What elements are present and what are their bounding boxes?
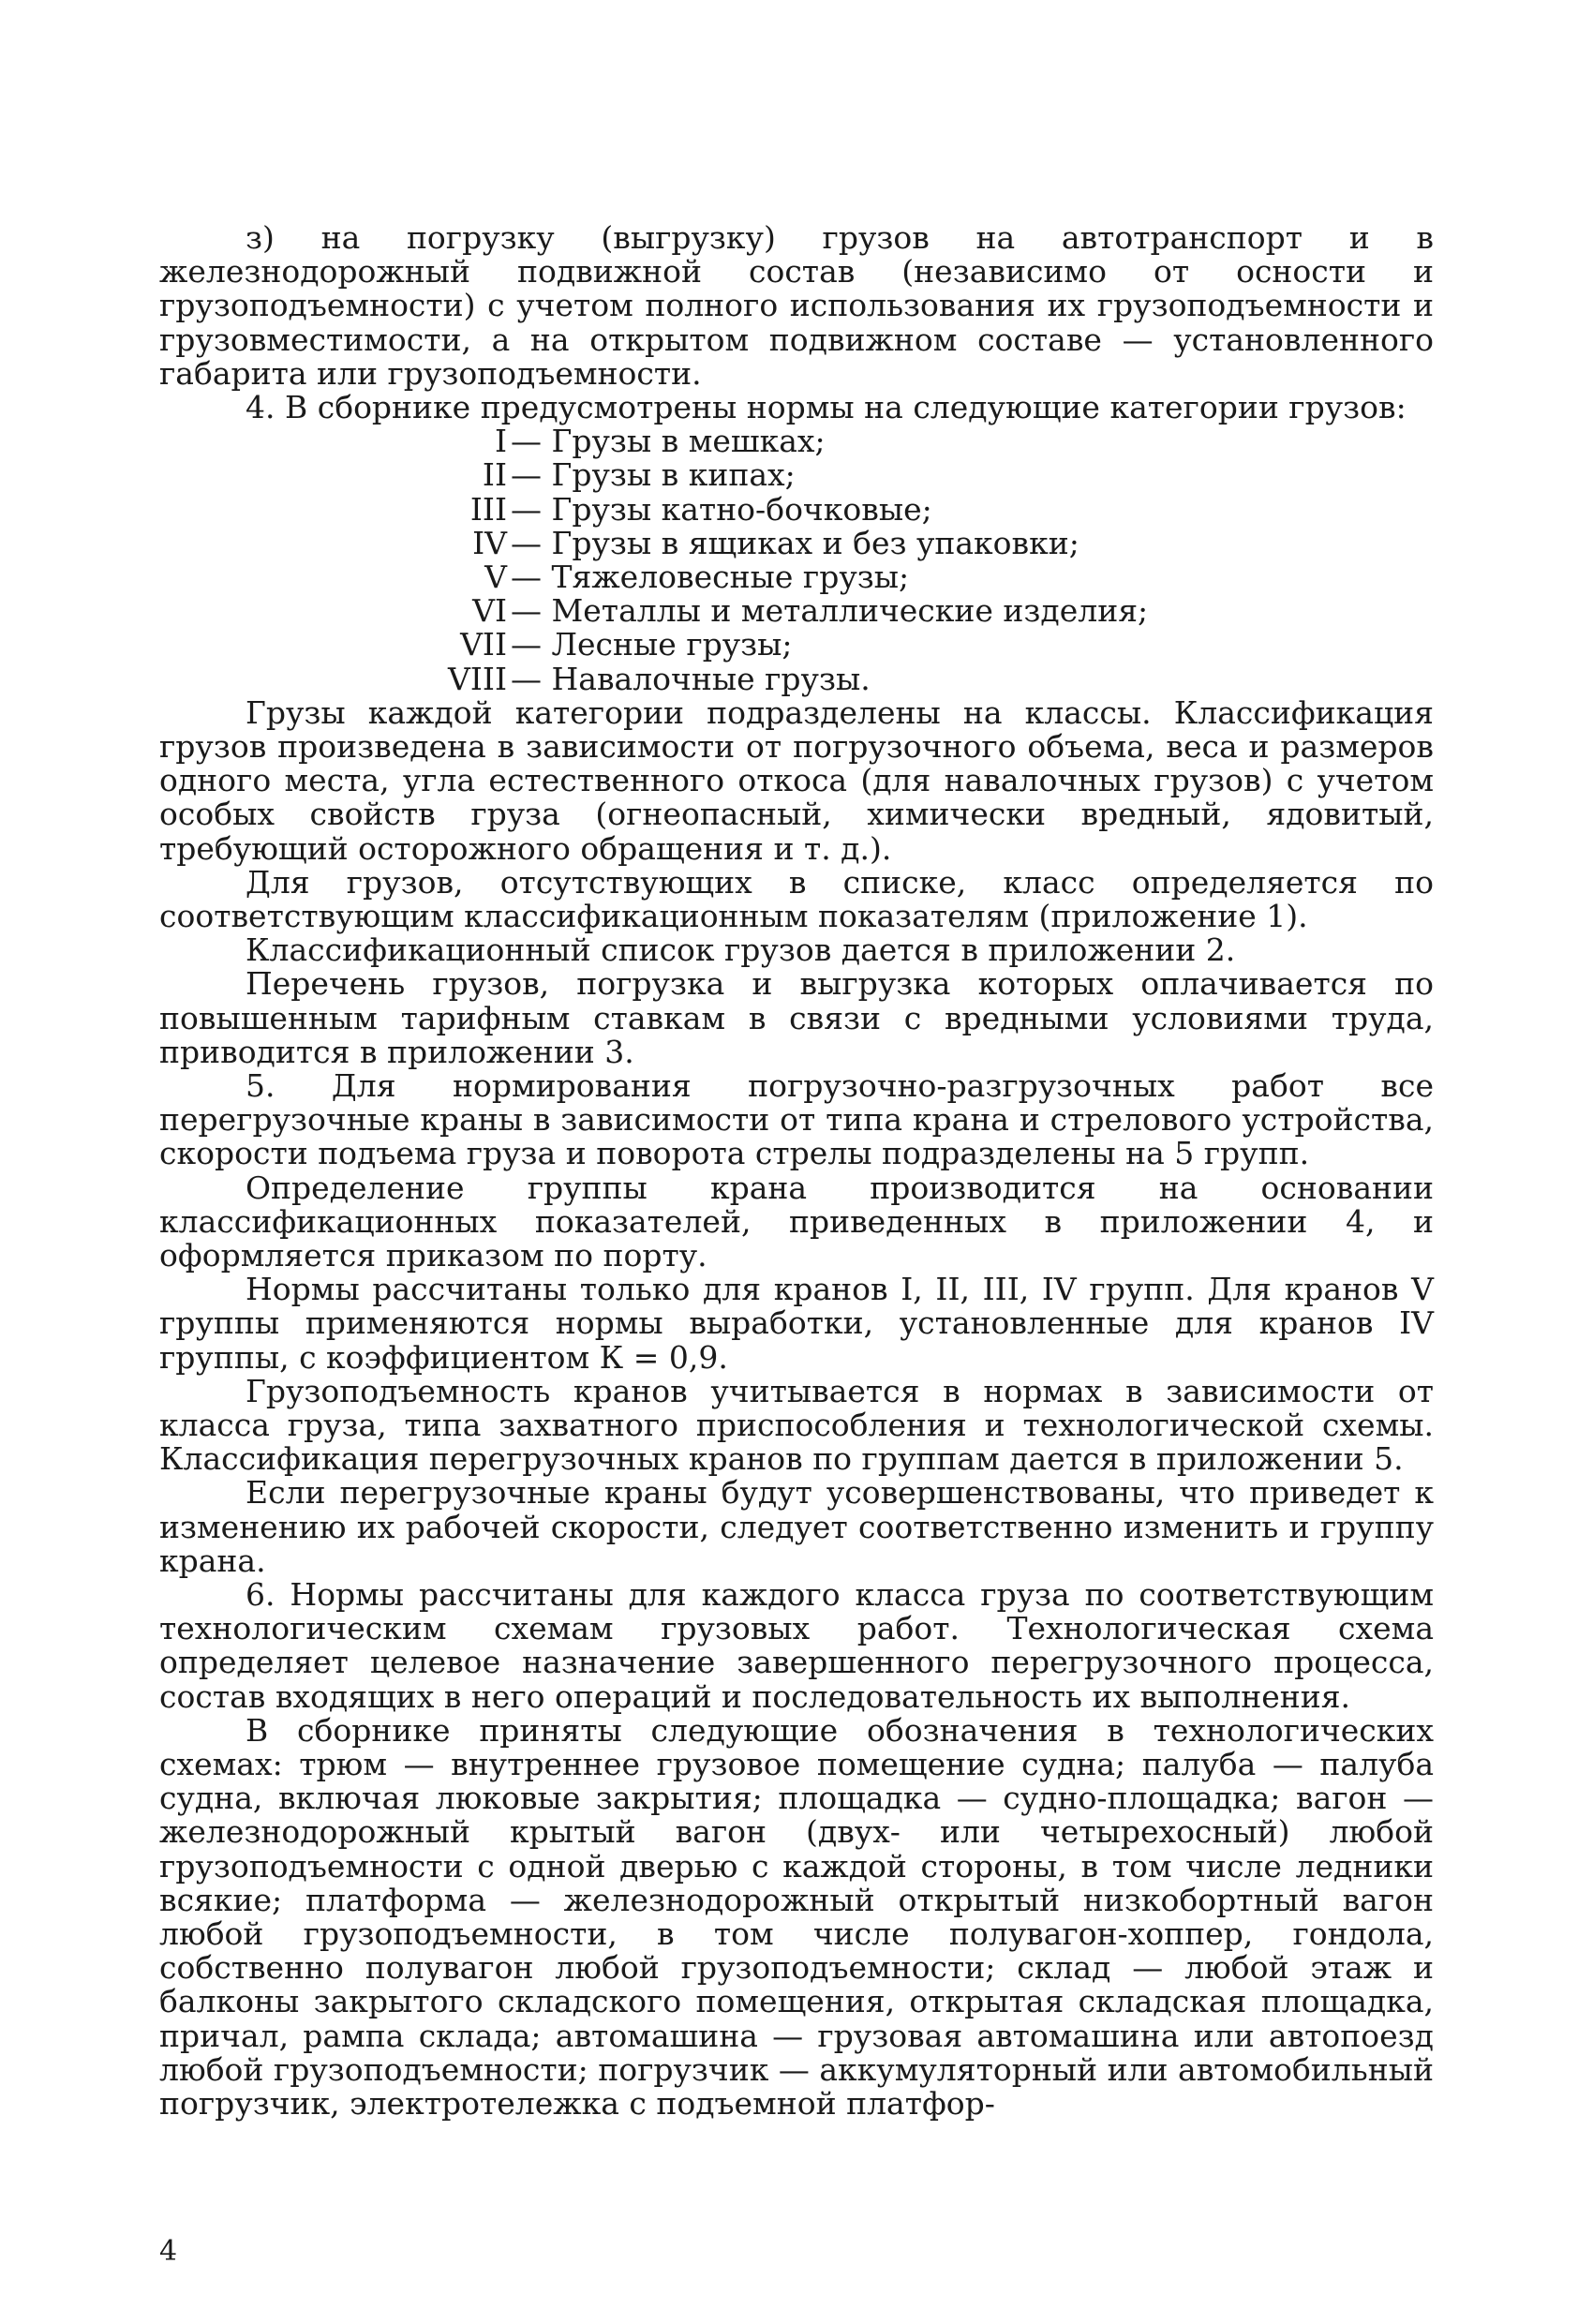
paragraph-tech-schemes: 6. Нормы рассчитаны для каждого класса груза по соответствующим технологическим схемам грузовых работ. Технологическая схема определяет целевое назначение завершенного перегрузочного процесса, состав входящих в него операций и последовательность их выполнения. [159,1576,1434,1715]
list-item [159,458,1434,492]
paragraph-crane-upgrade: Если перегрузочные краны будут усовершенствованы, что приведет к изменению их рабочей скорости, следует соответственно изменить и группу крана. [159,1474,1434,1579]
page-number: 4 [159,2235,178,2268]
paragraph-loading-clause: з) на погрузку (выгрузку) грузов на автотранспорт и в железнодорожный подвижной состав (независимо от осности и грузоподъемности) с учетом полного использования их грузоподъемности и грузовместимости, а на открытом подвижном составе — установленного габарита или грузоподъемности. [159,219,1434,392]
paragraph-categories-intro: 4. В сборнике предусмотрены нормы на следующие категории грузов: [246,389,1407,426]
category-number: VI [472,592,507,630]
paragraph-missing-cargo: Для грузов, отсутствующих в списке, класс определяется по соответствующим классификационным показателям (приложение 1). [159,863,1434,934]
paragraph-hazard-list: Перечень грузов, погрузка и выгрузка которых оплачивается по повышенным тарифным ставкам в связи с вредными условиями труда, приводится в приложении 3. [159,965,1434,1070]
category-number: II [482,456,507,494]
category-label: — Грузы катно-бочковые; [511,490,932,528]
category-number: V [484,558,507,595]
category-label: — Грузы в мешках; [511,423,826,460]
cargo-category-list [159,425,1434,696]
category-label: — Навалочные грузы. [511,660,871,697]
paragraph-crane-norms: Нормы рассчитаны только для кранов I, II, III, IV групп. Для кранов V группы применяются нормы выработки, установленные для кранов IV группы, с коэффициентом К = 0,9. [159,1271,1434,1376]
list-item [159,524,1434,561]
paragraph-crane-groups: 5. Для нормирования погрузочно-разгрузочных работ все перегрузочные краны в зависимости от типа крана и стрелового устройства, скорости подъема груза и поворота стрелы подразделены на 5 групп. [159,1066,1434,1172]
list-item [159,628,1434,662]
category-number: VIII [448,660,507,697]
category-label: — Металлы и металлические изделия; [511,592,1149,630]
list-item [159,490,1434,528]
list-item [159,560,1434,594]
list-item [159,660,1434,697]
category-label: — Грузы в кипах; [511,456,796,494]
paragraph-crane-capacity: Грузоподъемность кранов учитывается в нормах в зависимости от класса груза, типа захватного приспособления и технологической схемы. Классификация перегрузочных кранов по группам дается в приложении 5. [159,1372,1434,1478]
category-number: III [469,490,507,528]
paragraph-notation: В сборнике приняты следующие обозначения в технологических схемах: трюм — внутреннее грузовое помещение судна; палуба — палуба судна, включая люковые закрытия; площадка — судно-площадка; вагон — железнодорожный крытый вагон (двух- или четырехосный) любой грузоподъемности с одной дверью с каждой стороны, в том числе ледники всякие; платформа — железнодорожный открытый низкобортный вагон любой грузоподъемности, в том числе полувагон-хоппер, гондола, собственно полувагон любой грузоподъемности; склад — любой этаж и балконы закрытого складского помещения, открытая складская площадка, причал, рампа склада; автомашина — грузовая автомашина или автопоезд любой грузоподъемности; погрузчик — аккумуляторный или автомобильный погрузчик, электротележка с подъемной платфор- [159,1711,1434,2123]
category-label: — Грузы в ящиках и без упаковки; [511,524,1079,561]
list-item [159,594,1434,628]
category-label: — Тяжеловесные грузы; [511,558,910,595]
body-text [159,221,1434,2121]
category-number: I [494,423,507,460]
paragraph-class-list: Классификационный список грузов дается в приложении 2. [246,931,1236,969]
category-label: — Лесные грузы; [511,626,793,663]
category-number: IV [472,524,507,561]
paragraph-crane-group-definition: Определение группы крана производится на основании классификационных показателей, приведенных в приложении 4, и оформляется приказом по порту. [159,1169,1434,1274]
list-item [159,425,1434,458]
paragraph-classes: Грузы каждой категории подразделены на классы. Классификация грузов произведена в зависимости от погрузочного объема, веса и размеров одного места, угла естественного откоса (для навалочных грузов) с учетом особых свойств груза (огнеопасный, химически вредный, ядовитый, требующий осторожного обращения и т. д.). [159,693,1434,867]
category-number: VII [460,626,507,663]
